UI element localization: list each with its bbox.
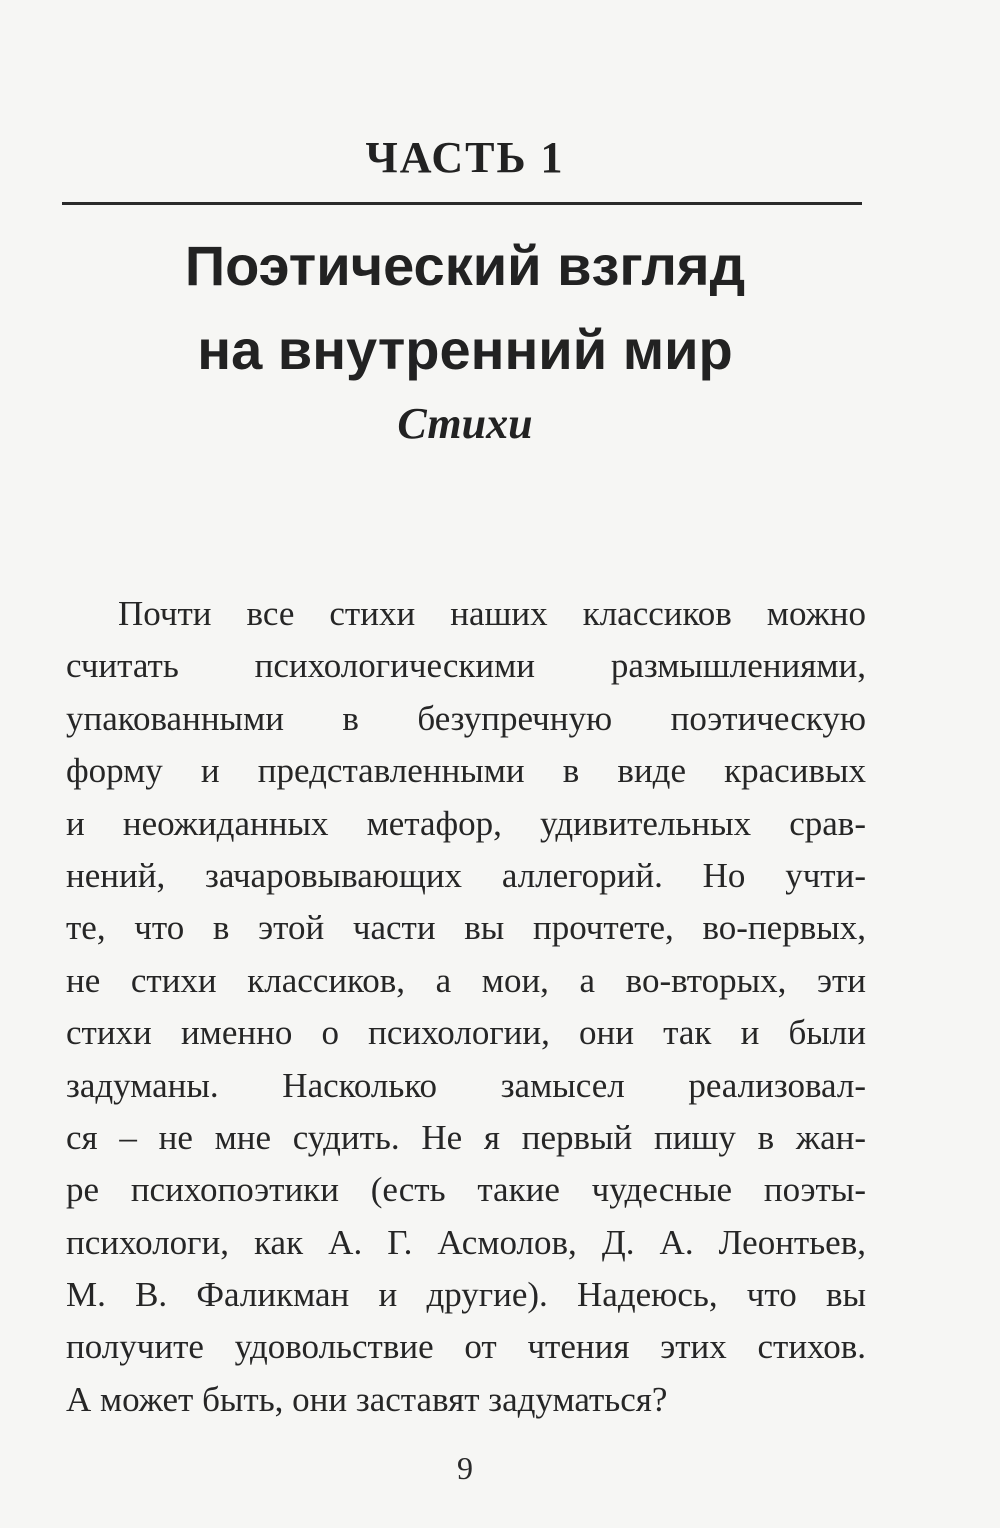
paragraph-line: ся – не мне судить. Не я первый пишу в жан- — [66, 1117, 866, 1157]
paragraph-line: упакованными в безупречную поэтическую — [66, 698, 866, 738]
part-heading: ЧАСТЬ 1 — [365, 133, 565, 182]
paragraph-line: ре психопоэтики (есть такие чудесные поэты- — [66, 1170, 866, 1210]
paragraph-line: не стихи классиков, а мои, а во-вторых, эти — [66, 960, 866, 1000]
paragraph-line: форму и представленными в виде красивых — [66, 751, 866, 791]
paragraph-line: задуманы. Насколько замысел реализовал- — [66, 1065, 866, 1105]
paragraph-line: А может быть, они заставят задуматься? — [66, 1379, 668, 1419]
chapter-title-line-2: на внутренний мир — [197, 318, 733, 381]
paragraph-line: те, что в этой части вы прочтете, во-первых, — [66, 908, 866, 948]
paragraph-line: психологи, как А. Г. Асмолов, Д. А. Леонтьев, — [66, 1222, 866, 1262]
body-paragraph — [66, 588, 866, 1426]
paragraph-line: и неожиданных метафор, удивительных срав- — [66, 803, 866, 843]
chapter-subtitle: Стихи — [397, 399, 533, 448]
heading-divider — [62, 202, 862, 205]
page-number: 9 — [457, 1450, 473, 1486]
chapter-title-line-1: Поэтический взгляд — [184, 234, 746, 297]
paragraph-line: считать психологическими размышлениями, — [66, 646, 866, 686]
paragraph-line: нений, зачаровывающих аллегорий. Но учти- — [66, 855, 866, 895]
paragraph-line: получите удовольствие от чтения этих стихов. — [66, 1327, 866, 1367]
paragraph-line: Почти все стихи наших классиков можно — [118, 594, 866, 633]
paragraph-line: М. В. Фаликман и другие). Надеюсь, что вы — [66, 1275, 866, 1315]
paragraph-line: стихи именно о психологии, они так и были — [66, 1013, 866, 1053]
